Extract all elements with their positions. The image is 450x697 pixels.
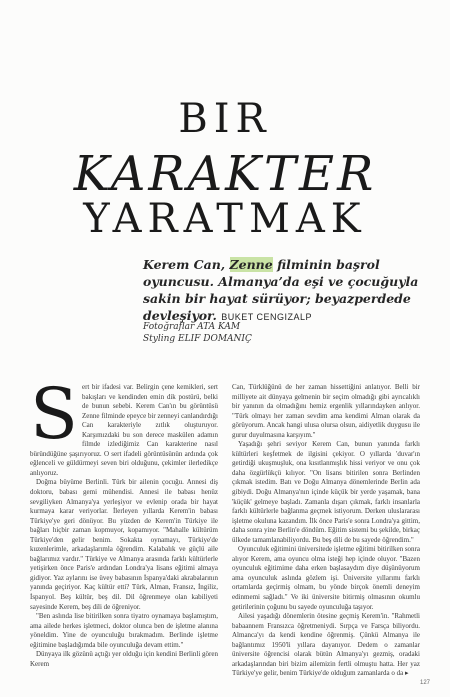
title-line-3: YARATMAK	[83, 196, 367, 242]
credits	[143, 321, 252, 345]
title-line-1: BIR	[178, 96, 272, 142]
lede-text-2: filminin başrol oyuncusu. Almanya’da eşi ve çocuğuyla sakin bir hayat sürüyor; beyazperdede devleşiyor.	[143, 257, 419, 323]
continue-arrow-icon: ▸	[404, 669, 409, 678]
styling-credit: Styling ELIF DOMANIÇ	[143, 334, 252, 344]
paragraph-text: Ailesi yaşadığı dönemlerin ötesine geçmiş Kerem'in. "Rahmetli babaannem Fransızca öğretmeniydi. Sırpça ve Farsça biliyordu. Almanca'yı da kendi kendine öğrenmiş. Çünkü Almanya ile bağlantımız 1950'li yıllara dayanıyor. Dedem o zamanlar üniversite öğrencisi olarak bütün Almanya'yı gezmiş, oradaki arkadaşlarından biri bizim ailemizin fertli olmuştu hatta. Her yaz Türkiye'ye gelir, benim Türkiye'de olduğum zamanlarda o da	[232, 612, 420, 678]
page-number: 127	[420, 680, 431, 686]
body-column-2	[232, 383, 420, 679]
photo-credit: Fotoğraflar ATA KAM	[143, 322, 241, 332]
author-byline: BUKET CENGIZALP	[221, 312, 313, 322]
lede-text-1: Kerem Can,	[143, 257, 230, 272]
paragraph: Oyunculuk eğitimini üniversitede işletme eğitimi bitirilken sonra alıyor Kerem, ama oyuncu olma isteği hep içinde oluyor. "Bazen oyunculuk eğitimime daha erken başlasaydım diye düşünüyorum ama oyunculuk aslında gözlem işi. Üniversite yıllarımı farklı ortamlarda geçirmiş olmam, bu yönde birçok önemli deneyim edinmemi sağladı." Ve iki üniversite bitirmiş olmasının okumlu getirilerinin çoğunu bu sayede oyunculuğa taşıyor.	[232, 545, 420, 611]
paragraph: Yaşadığı şehri seviyor Kerem Can, bunun yanında farklı kültürleri keşfetmek de ilgisini çekiyor. O yıllarda 'duvar'ın getirdiği ukuşmuşluk, ona kısıtlanmışlık hissi veriyor ve onu çok daha özgürlükçü kılıyor. "On lisans bitirilen sonra Berlinden çıkmak istedim. Batı ve Doğu Almanya dönemlerinde Berlin ada gibiydi. Doğu Almanya'nın içinde küçük bir yerde yaşamak, bana 'küçük' gelmeye başladı. Zamanla dışarı çıkmak, farklı insanlarla farklı kültürlerle bağlanma geçmek istiyorum. Derken uluslararası işletme okuluna kazandım. İlk önce Paris'e sonra Londra'ya gittim, daha sonra yine Berlin'e döndüm. Eğitim sistemi bu şekilde, birkaç ülkede tamamlanabiliyordu. Bu beş dili de bu sayede öğrendim."	[232, 440, 420, 544]
title-line-2: KARAKTER	[73, 146, 377, 202]
paragraph: Doğma büyüme Berlinli. Türk bir ailenin çocuğu. Annesi diş doktoru, babası gemi mühendisi. Annesi ile babası henüz sevgiliyken Almanya'ya yerleşiyor ve evlenip orada bir hayat kurmaya karar veriyorlar. İlerleyen yıllarda Kerem'in babası Türkiye'ye geri dönüyor. Bu yüzden de Kerem'in Türkiye ile bağları hiçbir zaman kopmuyor, kopamıyor. "Mahalle kültürüm Türkiye'den gelir benim. Sokakta oynamayı, Türkiye'de kuzenlerimle, arkadaşlarımla öğrendim. Kalabalık ve güçlü aile bağlarımız vardır." Türkiye ve Almanya arasında farklı kültürlerle yetişirken önce Paris'e ardından Londra'ya lisans eğitimi almaya gidiyor. Yaz aylarını ise üvey babasının İspanya'daki akrabalarının yanında geçiriyor. Kaç kültür etti? Türk, Alman, Fransız, İngiliz, İspanyol. Beş kültür, beş dil. Dil öğrenmeye olan kabiliyeti sayesinde Kerem, beş dili de öğreniyor.	[30, 478, 218, 611]
paragraph: Dünyaya ilk gözünü açtığı yer olduğu için kendini Berlinli gören Kerem	[30, 650, 218, 668]
paragraph: Can, Türklüğünü de her zaman hissettiğini anlatıyor. Belli bir milliyete ait dünyaya gelmenin bir seçim olmadığı gibi ayrıcalıklı bir yanının da olmadığını hemiz ergenlik yıllarındayken anlıyor. "Türk olmayı her zaman sevdim ama kendimi Alman olarak da görüyorum. Ancak hangi ulusa olursa olsun, aidiyetlik duygusu ile gurur duyulmasına karşıyım."	[232, 383, 420, 439]
paragraph: ert bir ifadesi var. Belirgin çene kemikleri, sert bakışları ve kendinden emin dik postürü, belki de bunun sebebi. Kerem Can'ın bu görüntüsü Zenne filminde epeyce bir zenneyi canlandırdığı Can karakteriyle zıtlık oluşturuyor. Karşımızdaki bu son derece maskülen adamın filmde izlediğimiz Can karakterine nasıl büründüğüne şaşırıyoruz. O sert ifadeli görüntüsünün ardında çok eğlenceli ve güldürmeyi seven biri olduğunu, çekimler ilerledikçe anlıyoruz.	[30, 383, 218, 477]
paragraph	[232, 612, 420, 679]
body-column-1	[30, 373, 218, 669]
paragraph: "Ben aslında lise bitirilken sonra tiyatro oynamaya başlamıştım, ama ailede herkes işletmeci, doktor olunca ben de işletme alanına yöneldim. Yine de oyunculuğu bırakmadım. Berlinde işletme eğitimine başladığımda bile oyunculuğa devam ettim."	[30, 612, 218, 649]
drop-cap: S	[30, 373, 78, 455]
lede-highlight: Zenne	[229, 257, 273, 272]
lede	[143, 256, 433, 326]
